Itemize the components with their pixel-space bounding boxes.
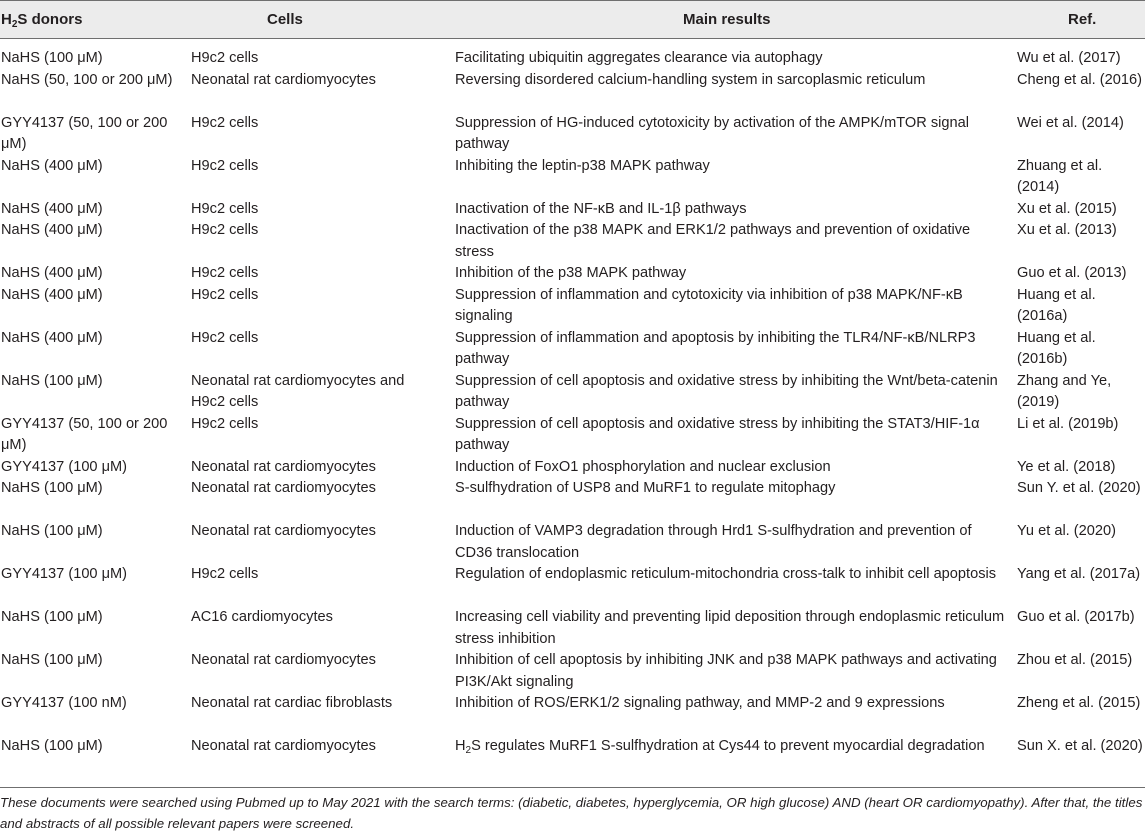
result-subscript: 2 xyxy=(465,745,472,756)
table-row xyxy=(0,478,1145,521)
ref-cell: Wu et al. (2017) xyxy=(1017,50,1121,66)
ref-cell: Xu et al. (2013) xyxy=(1017,222,1117,238)
table-row xyxy=(0,263,1145,285)
cells-cell: Neonatal rat cardiomyocytes xyxy=(191,71,376,88)
result-cell: Increasing cell viability and preventing lipid deposition through endoplasmic reticulum stress inhibition xyxy=(455,609,1005,647)
donor-cell: NaHS (100 μM) xyxy=(1,523,103,539)
result-cell: Regulation of endoplasmic reticulum-mitochondria cross-talk to inhibit cell apoptosis xyxy=(455,566,997,582)
table-row xyxy=(0,285,1145,328)
donor-cell: NaHS (400 μM) xyxy=(1,265,103,281)
cells-cell: H9c2 cells xyxy=(191,222,259,238)
ref-cell: Huang et al. (2016b) xyxy=(1017,329,1096,368)
ref-cell: Yang et al. (2017a) xyxy=(1017,566,1141,582)
result-cell xyxy=(455,736,1005,758)
result-cell: Induction of VAMP3 degradation through Hrd1 S-sulfhydration and prevention of CD36 translocation xyxy=(455,523,972,561)
ref-cell: Xu et al. (2015) xyxy=(1017,200,1117,217)
cells-cell: Neonatal rat cardiomyocytes xyxy=(191,652,376,668)
table-footnote: These documents were searched using Pubmed up to May 2021 with the search terms: (diabetic, diabetes, hyperglycemia, OR high glucose) AND (heart OR cardiomyopathy). After that, the titles and abstracts of all possible relevant papers were screened. xyxy=(0,795,1143,831)
cells-cell: H9c2 cells xyxy=(191,286,259,303)
cells-cell: Neonatal rat cardiomyocytes and H9c2 cells xyxy=(191,372,405,411)
table-row xyxy=(0,113,1145,156)
donor-cell: NaHS (400 μM) xyxy=(1,200,103,217)
table-header xyxy=(0,0,1145,39)
table-row xyxy=(0,414,1145,457)
table-row xyxy=(0,156,1145,199)
donor-cell: NaHS (400 μM) xyxy=(1,157,103,174)
ref-cell: Zhang and Ye, (2019) xyxy=(1017,372,1112,411)
result-cell: Suppression of cell apoptosis and oxidative stress by inhibiting the Wnt/beta-catenin pathway xyxy=(455,372,998,411)
ref-cell: Guo et al. (2017b) xyxy=(1017,609,1135,625)
header-donors-subscript: 2 xyxy=(11,19,18,30)
table-row xyxy=(0,199,1145,221)
header-donors-rest: S donors xyxy=(17,11,83,28)
result-h: H xyxy=(455,738,466,754)
result-cell: S-sulfhydration of USP8 and MuRF1 to regulate mitophagy xyxy=(455,480,836,496)
result-cell: Inactivation of the p38 MAPK and ERK1/2 pathways and prevention of oxidative stress xyxy=(455,222,971,260)
ref-cell: Guo et al. (2013) xyxy=(1017,265,1127,281)
result-cell: Inhibition of cell apoptosis by inhibiting JNK and p38 MAPK pathways and activating PI3K/Akt signaling xyxy=(455,652,997,690)
table-row xyxy=(0,607,1145,650)
donor-cell: GYY4137 (100 nM) xyxy=(1,695,127,711)
result-cell: Suppression of HG-induced cytotoxicity by activation of the AMPK/mTOR signal pathway xyxy=(455,114,969,153)
cells-cell: Neonatal rat cardiomyocytes xyxy=(191,458,376,475)
result-cell: Facilitating ubiquitin aggregates clearance via autophagy xyxy=(455,50,823,66)
ref-cell: Li et al. (2019b) xyxy=(1017,415,1119,432)
table-row xyxy=(0,328,1145,371)
donor-cell: NaHS (100 μM) xyxy=(1,50,103,66)
donor-cell: NaHS (50, 100 or 200 μM) xyxy=(1,71,173,88)
table-row xyxy=(0,457,1145,479)
result-cell: Inhibition of ROS/ERK1/2 signaling pathway, and MMP-2 and 9 expressions xyxy=(455,695,945,711)
ref-cell: Zhou et al. (2015) xyxy=(1017,652,1133,668)
ref-cell: Ye et al. (2018) xyxy=(1017,458,1116,475)
table-row xyxy=(0,371,1145,414)
table-bottom-rule xyxy=(0,787,1145,788)
donor-cell: NaHS (400 μM) xyxy=(1,222,103,238)
header-results: Main results xyxy=(683,11,771,28)
donor-cell: GYY4137 (50, 100 or 200 μM) xyxy=(1,114,168,153)
donor-cell: NaHS (100 μM) xyxy=(1,652,103,668)
header-donors-h: H xyxy=(1,11,12,28)
result-cell: Inhibiting the leptin-p38 MAPK pathway xyxy=(455,157,710,174)
ref-cell: Huang et al. (2016a) xyxy=(1017,286,1096,325)
result-cell: Inhibition of the p38 MAPK pathway xyxy=(455,265,687,281)
result-text: S regulates MuRF1 S-sulfhydration at Cys44 to prevent myocardial degradation xyxy=(471,738,985,754)
cells-cell: H9c2 cells xyxy=(191,114,259,131)
cells-cell: H9c2 cells xyxy=(191,200,259,217)
donor-cell: NaHS (100 μM) xyxy=(1,609,103,625)
cells-cell: H9c2 cells xyxy=(191,50,259,66)
table-row xyxy=(0,521,1145,564)
donor-cell: NaHS (100 μM) xyxy=(1,738,103,754)
table-row xyxy=(0,220,1145,263)
donor-cell: GYY4137 (50, 100 or 200 μM) xyxy=(1,415,168,454)
cells-cell: Neonatal rat cardiomyocytes xyxy=(191,523,376,539)
donor-cell: NaHS (400 μM) xyxy=(1,329,103,346)
ref-cell: Zheng et al. (2015) xyxy=(1017,695,1141,711)
donor-cell: GYY4137 (100 μM) xyxy=(1,566,128,582)
table-row xyxy=(0,650,1145,693)
ref-cell: Yu et al. (2020) xyxy=(1017,523,1116,539)
cells-cell: H9c2 cells xyxy=(191,329,259,346)
result-cell: Reversing disordered calcium-handling system in sarcoplasmic reticulum xyxy=(455,71,926,88)
result-cell: Induction of FoxO1 phosphorylation and nuclear exclusion xyxy=(455,458,831,475)
cells-cell: Neonatal rat cardiomyocytes xyxy=(191,480,376,496)
header-ref: Ref. xyxy=(1068,11,1097,28)
donor-cell: GYY4137 (100 μM) xyxy=(1,458,128,475)
donor-cell: NaHS (400 μM) xyxy=(1,286,103,303)
cells-cell: AC16 cardiomyocytes xyxy=(191,609,333,625)
ref-cell: Cheng et al. (2016) xyxy=(1017,71,1142,88)
ref-cell: Sun Y. et al. (2020) xyxy=(1017,480,1141,496)
cells-cell: H9c2 cells xyxy=(191,265,259,281)
cells-cell: H9c2 cells xyxy=(191,157,259,174)
donor-cell: NaHS (100 μM) xyxy=(1,372,103,389)
ref-cell: Wei et al. (2014) xyxy=(1017,114,1124,131)
cells-cell: Neonatal rat cardiomyocytes xyxy=(191,738,376,754)
table-row xyxy=(0,564,1145,607)
table-row xyxy=(0,48,1145,70)
cells-cell: H9c2 cells xyxy=(191,566,259,582)
donor-cell: NaHS (100 μM) xyxy=(1,480,103,496)
table-row xyxy=(0,70,1145,113)
result-cell: Inactivation of the NF-κB and IL-1β pathways xyxy=(455,200,747,217)
header-donors xyxy=(1,10,82,30)
cells-cell: Neonatal rat cardiac fibroblasts xyxy=(191,695,393,711)
table-row xyxy=(0,736,1145,779)
header-cells: Cells xyxy=(267,11,303,28)
table-row xyxy=(0,693,1145,736)
table-body xyxy=(0,48,1145,779)
cells-cell: H9c2 cells xyxy=(191,415,259,432)
result-cell: Suppression of inflammation and apoptosis by inhibiting the TLR4/NF-κB/NLRP3 pathway xyxy=(455,329,976,368)
result-cell: Suppression of cell apoptosis and oxidative stress by inhibiting the STAT3/HIF-1α pathway xyxy=(455,415,980,454)
result-cell: Suppression of inflammation and cytotoxicity via inhibition of p38 MAPK/NF-κB signaling xyxy=(455,286,963,325)
ref-cell: Sun X. et al. (2020) xyxy=(1017,738,1143,754)
ref-cell: Zhuang et al. (2014) xyxy=(1017,157,1103,196)
